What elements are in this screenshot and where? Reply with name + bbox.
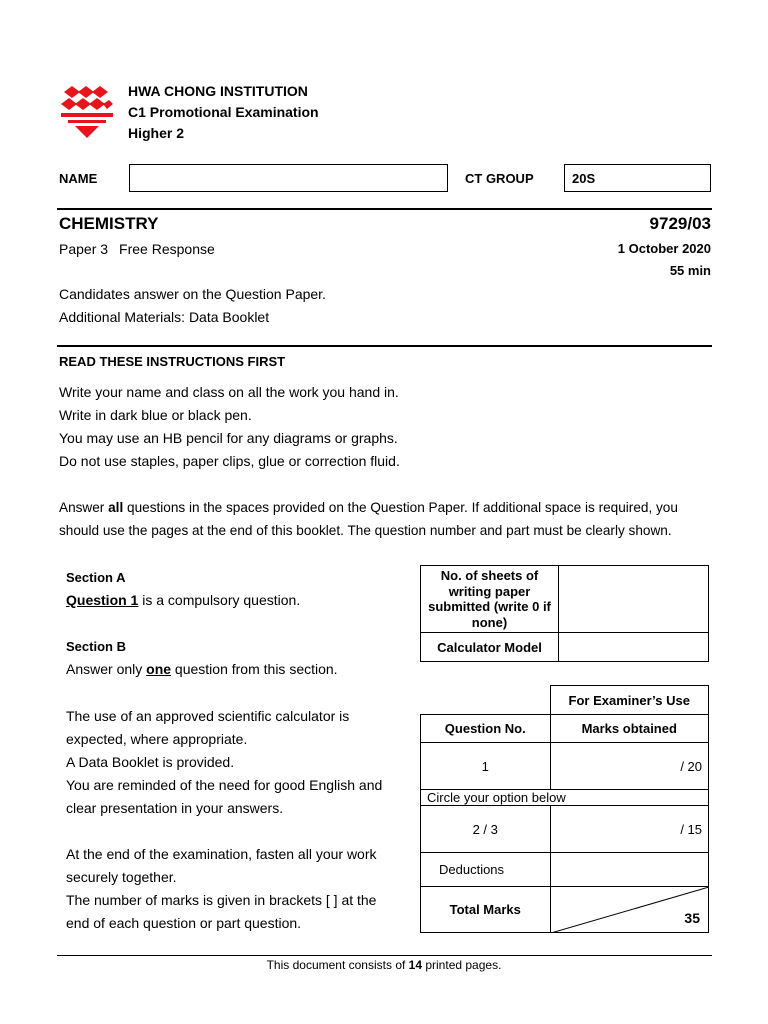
subject-title: CHEMISTRY [59,214,159,233]
exam-duration: 55 min [669,263,711,278]
exam-date: 1 October 2020 [617,241,711,256]
section-b-text: Answer only one question from this section. [66,661,338,677]
note-line: expected, where appropriate. [66,731,248,747]
instruction-line: Write your name and class on all the work you hand in. [59,384,399,400]
calculator-model-label: Calculator Model [421,633,559,662]
examiner-table [420,685,709,933]
paper-code: 9729/03 [649,214,711,233]
instructions-heading: READ THESE INSTRUCTIONS FIRST [59,354,286,369]
page-count-note: This document consists of 14 printed pages. [266,958,502,972]
row-2-marks: / 15 [550,806,709,853]
sheets-table [420,565,709,662]
materials-line-1: Candidates answer on the Question Paper. [59,286,326,302]
section-a-heading: Section A [66,570,126,585]
row-2-question: 2 / 3 [421,806,551,853]
exam-level: Higher 2 [128,125,185,141]
marks-obtained-header: Marks obtained [550,715,709,743]
exam-title: C1 Promotional Examination [128,104,319,120]
ctgroup-value: 20S [572,171,596,186]
instruction-line: Write in dark blue or black pen. [59,407,252,423]
materials-line-2: Additional Materials: Data Booklet [59,309,270,325]
section-b-heading: Section B [66,639,126,654]
instruction-line: Do not use staples, paper clips, glue or correction fluid. [59,453,400,469]
institution-name: HWA CHONG INSTITUTION [128,83,308,99]
note-line: The use of an approved scientific calculator is [66,708,350,724]
calculator-model-field[interactable] [559,633,709,662]
sheets-value-field[interactable] [559,566,709,633]
deductions-label: Deductions [421,853,551,887]
instructions-list [59,381,400,473]
total-marks-value: 35 [684,910,700,926]
divider-footer [57,955,712,956]
end-notes [66,843,377,935]
instruction-line: You may use an HB pencil for any diagrams or graphs. [59,430,398,446]
question-no-header: Question No. [421,715,551,743]
note-line: end of each question or part question. [66,915,302,931]
note-line: You are reminded of the need for good English and [66,777,383,793]
row-1-marks: / 20 [550,743,709,790]
note-line: securely together. [66,869,177,885]
divider-middle [57,345,712,347]
section-a-text: Question 1 is a compulsory question. [66,592,301,608]
answer-instruction: Answer all questions in the spaces provided on the Question Paper. If additional space is required, you should use the pages at the end of this booklet. The question number and part must be clearly shown. [59,500,678,538]
empty-cell [421,686,551,715]
examiner-header: For Examiner’s Use [550,686,709,715]
divider-top [57,208,712,210]
name-field[interactable] [129,164,448,192]
paper-number: Paper 3 Free Response [59,241,215,257]
total-marks-label: Total Marks [421,887,551,933]
calculator-notes [66,705,382,820]
deductions-field[interactable] [550,853,709,887]
row-1-question: 1 [421,743,551,790]
note-line: At the end of the examination, fasten all your work [66,846,377,862]
ctgroup-field[interactable] [564,164,711,192]
total-marks-cell [550,887,709,933]
circle-option-note: Circle your option below [421,790,709,806]
name-label: NAME [59,171,98,186]
institution-logo [58,84,116,140]
note-line: A Data Booklet is provided. [66,754,235,770]
ctgroup-label: CT GROUP [465,171,534,186]
note-line: The number of marks is given in brackets [ ] at the [66,892,377,908]
sheets-label: No. of sheets of writing paper submitted (write 0 if none) [421,566,559,633]
note-line: clear presentation in your answers. [66,800,284,816]
